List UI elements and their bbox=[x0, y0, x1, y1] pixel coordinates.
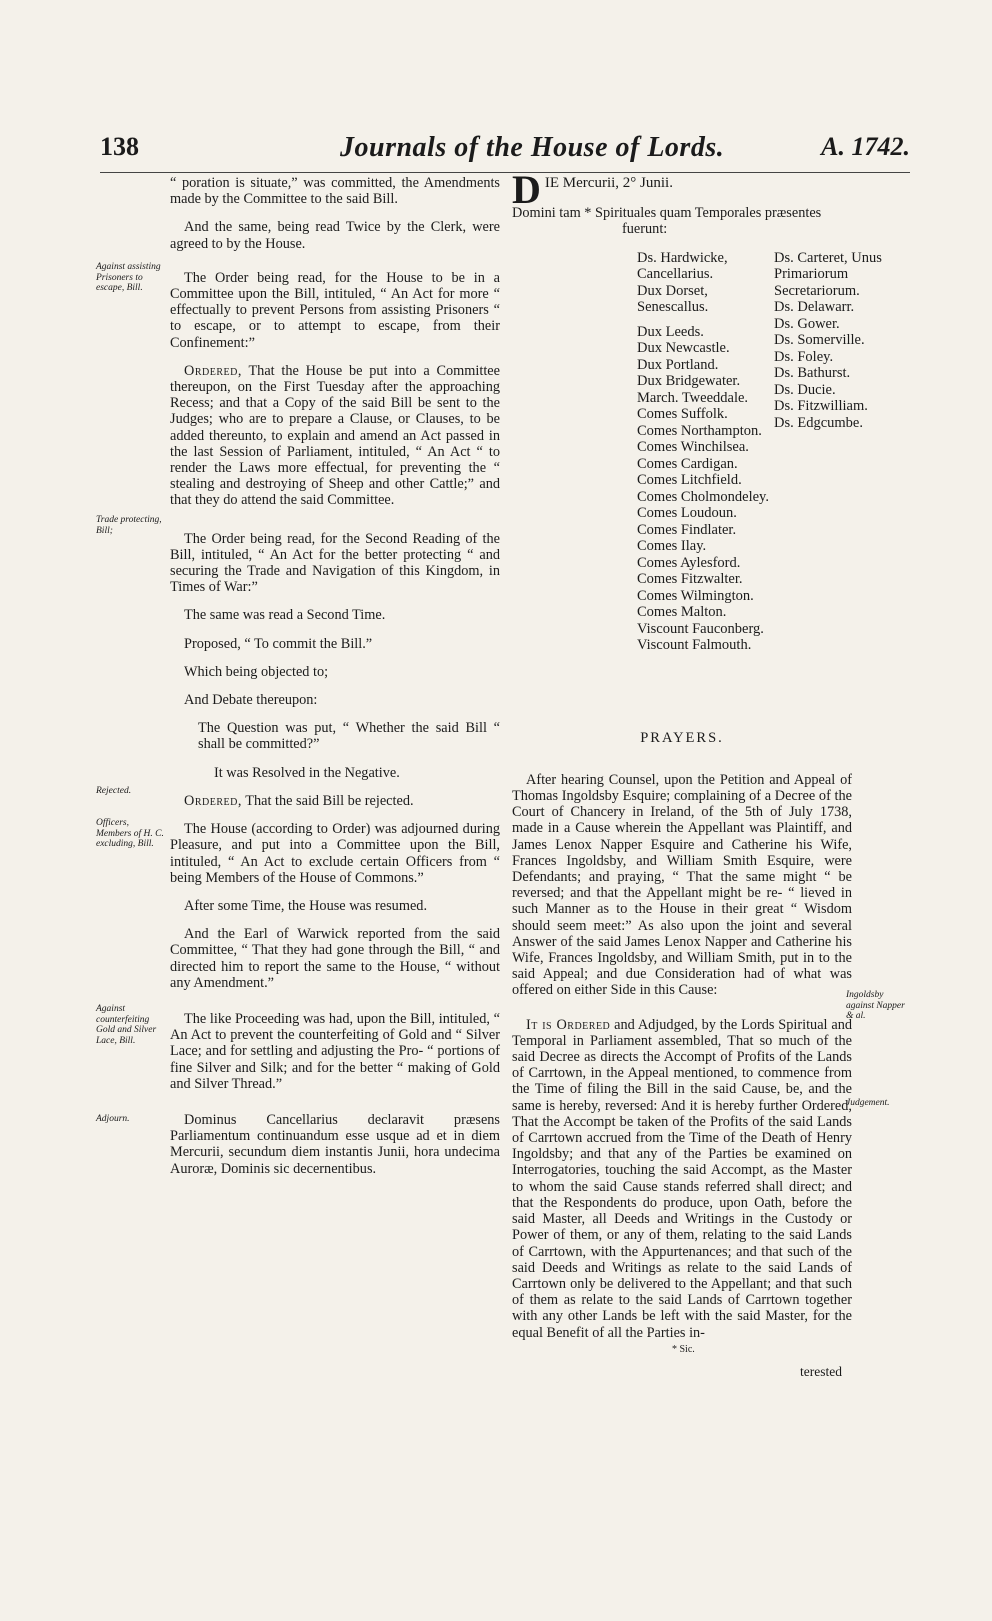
lord-name: Comes Winchilsea. bbox=[637, 439, 749, 456]
date-text: IE Mercurii, 2° Junii. bbox=[544, 175, 673, 191]
lord-name: Ds. Delawarr. bbox=[774, 299, 855, 316]
paragraph: It was Resolved in the Negative. bbox=[214, 764, 400, 781]
paragraph: And the same, being read Twice by the Clerk, were agreed to by the House. bbox=[170, 219, 500, 252]
lord-name: Comes Wilmington. bbox=[637, 587, 754, 604]
journal-title: Journals of the House of Lords. bbox=[340, 132, 725, 163]
paragraph-text: That the House be put into a Committee thereupon, on the First Tuesday after the approaching Recess; and that a Copy of the said Bill be sent to the Judges; who are to prepare a Clause, or Clauses, to be added thereunto, to explain and amend an Act passed in the last Session of Parliament, intituled, “ An Act “ to render the Laws more effectual, for preventing the “ stealing and destroying of Sheep and other Cattle;” and that they do attend the said Committee. bbox=[170, 362, 500, 509]
paragraph: And the Earl of Warwick reported from the said Committee, “ That they had gone through the Bill, “ and directed him to report the same to the House, “ without any Amendment.” bbox=[170, 926, 500, 991]
lord-name: Dux Newcastle. bbox=[637, 340, 730, 357]
header-rule bbox=[100, 172, 910, 173]
margin-note-lace: Against counterfeiting Gold and Silver Lace, Bill. bbox=[96, 1004, 157, 1046]
paragraph: The House (according to Order) was adjourned during Pleasure, and put into a Committee upon the Bill, intituled, “ An Act to exclude certain Officers from “ being Members of the House of Commons.” bbox=[170, 821, 500, 886]
paragraph: After some Time, the House was resumed. bbox=[184, 897, 428, 914]
lord-name: Comes Northampton. bbox=[637, 422, 762, 439]
lord-name: Comes Loudoun. bbox=[637, 505, 737, 522]
lord-name: Ds. Gower. bbox=[774, 315, 840, 332]
margin-note-officers: Officers, Members of H. C. excluding, Bill. bbox=[96, 818, 164, 849]
lord-name: Viscount Fauconberg. bbox=[637, 620, 764, 637]
lord-name: Comes Cardigan. bbox=[637, 455, 738, 472]
lord-name: Comes Litchfield. bbox=[637, 472, 742, 489]
lord-name: Ds. Fitzwilliam. bbox=[774, 398, 868, 415]
lord-name: Ds. Somerville. bbox=[774, 332, 865, 349]
lord-name: Dux Leeds. bbox=[637, 323, 704, 340]
paragraph bbox=[170, 363, 500, 509]
lord-name: Ds. Bathurst. bbox=[774, 365, 851, 382]
lord-name: Comes Findlater. bbox=[637, 521, 737, 538]
margin-note-judgement: Judgement. bbox=[846, 1098, 890, 1108]
paragraph: Which being objected to; bbox=[184, 663, 329, 680]
journal-year: A. 1742. bbox=[821, 132, 910, 161]
lord-name: Ds. Hardwicke, Cancellarius. bbox=[637, 249, 728, 283]
footnote-sic: * Sic. bbox=[672, 1344, 695, 1355]
lord-name: Dux Dorset, Senescallus. bbox=[637, 282, 709, 316]
prayers-heading: PRAYERS. bbox=[640, 729, 724, 746]
paragraph-text: and Adjudged, by the Lords Spiritual and Temporal in Parliament assembled, That so much of the said Decree as directs the Accompt of Profits of the Lands of Carrtown, in the Appeal mentioned, to commence from the Time of filing the Bill in the said Cause, be, and the same is hereby, reversed: And it is hereby further Ordered, That the Accompt be taken of the Profits of the said Lands of Carrtown accrued from the Time of the Death of Henry Ingoldsby; and that any of the Parties be examined on Interrogatories, touching the said Accompt, as the Master to whom the said Cause stands referred shall direct; and that the Respondents do produce, upon Oath, before the said Master, all Deeds and Writings in the Custody or Power of them, or any of them, relating to the said Lands of Carrtown, with the Appurtenances; and that such of the said Deeds and Writings as relate to the said Lands of Carrtown only be delivered to the Appellant; and that such of them as relate to the said Lands of Carrtown together with any other Lands be left with the said Master, for the equal Benefit of all the Parties in- bbox=[512, 1016, 853, 1341]
lord-name: Dux Bridgewater. bbox=[637, 373, 741, 390]
margin-note-prisoners: Against assisting Prisoners to escape, Bill. bbox=[96, 262, 161, 293]
lord-name: Comes Suffolk. bbox=[637, 406, 728, 423]
paragraph bbox=[170, 793, 500, 809]
drop-cap: D bbox=[512, 167, 541, 212]
ordered-lead: Ordered, bbox=[184, 792, 242, 809]
paragraph: After hearing Counsel, upon the Petition and Appeal of Thomas Ingoldsby Esquire; complaining of a Decree of the Court of Chancery in Ireland, of the 5th of July 1738, made in a Cause wherein the Appellant was Plaintiff, and James Lenox Napper Esquire and Catherine his Wife, Frances Ingoldsby, and William Smith Esquire, were Defendants; and praying, “ That the same might “ be reversed; and that the Appellant might be re- “ lieved in such Manner as to the House in their great “ Wisdom should seem meet:” As also upon the joint and several Answer of the said James Lenox Napper and Catherine his Wife, Frances Ingoldsby, and William Smith, put in to the said Appeal; and due Consideration had of what was offered on either Side in this Cause: bbox=[512, 771, 852, 999]
ordered-lead: It is Ordered bbox=[526, 1016, 611, 1033]
catchword: terested bbox=[800, 1364, 842, 1379]
lord-name: Ds. Foley. bbox=[774, 348, 834, 365]
attendance-heading bbox=[512, 205, 852, 237]
ordered-lead: Ordered, bbox=[184, 362, 242, 379]
margin-note-adjourn: Adjourn. bbox=[96, 1114, 130, 1124]
paragraph: “ poration is situate,” was committed, the Amendments made by the Committee to the said Bill. bbox=[170, 175, 500, 208]
left-column bbox=[170, 175, 500, 1189]
list-gap bbox=[637, 316, 777, 324]
paragraph bbox=[512, 1017, 852, 1341]
margin-note-ingoldsby: Ingoldsby against Napper & al. bbox=[846, 990, 905, 1021]
paragraph: Dominus Cancellarius declaravit præsens Parliamentum continuandum esse usque ad et in diem Mercurii, secundum diem instantis Junii, hora undecima Auroræ, Dominis sic decernentibus. bbox=[170, 1111, 500, 1177]
lord-name: Comes Aylesford. bbox=[637, 554, 741, 571]
paragraph: The Order being read, for the Second Reading of the Bill, intituled, “ An Act for the better protecting “ and securing the Trade and Navigation of this Kingdom, in Times of War:” bbox=[170, 530, 500, 596]
lord-name: Ds. Carteret, Unus Primariorum Secretariorum. bbox=[774, 249, 882, 299]
lord-name: Dux Portland. bbox=[637, 356, 719, 373]
margin-note-rejected: Rejected. bbox=[96, 786, 132, 796]
lord-name: Ds. Ducie. bbox=[774, 381, 836, 398]
page-header bbox=[100, 132, 910, 172]
lords-present-list bbox=[512, 249, 882, 720]
paragraph: The like Proceeding was had, upon the Bill, intituled, “ An Act to prevent the counterfeiting of Gold and “ Silver Lace; and for settling and adjusting the Pro- “ portions of fine Silver and Silk; and for the better “ making of Gold and Silver Thread.” bbox=[170, 1010, 500, 1092]
lord-name: Comes Cholmondeley. bbox=[637, 488, 769, 505]
paragraph-text: That the said Bill be rejected. bbox=[245, 792, 414, 809]
paragraph: The Question was put, “ Whether the said Bill “ shall be committed?” bbox=[198, 720, 500, 753]
page-number: 138 bbox=[100, 132, 139, 161]
paragraph: Proposed, “ To commit the Bill.” bbox=[184, 635, 373, 652]
lord-name: Ds. Edgcumbe. bbox=[774, 414, 863, 431]
lord-name: Comes Fitzwalter. bbox=[637, 571, 743, 588]
attendance-line: Domini tam * Spirituales quam Temporales præsentes bbox=[512, 205, 822, 222]
paragraph: The same was read a Second Time. bbox=[184, 607, 386, 624]
attendance-line: fuerunt: bbox=[622, 221, 668, 238]
lord-name: Comes Ilay. bbox=[637, 538, 707, 555]
lord-name: Viscount Falmouth. bbox=[637, 637, 752, 654]
margin-note-trade: Trade protecting, Bill; bbox=[96, 515, 162, 536]
lords-list-left bbox=[637, 250, 777, 654]
session-date bbox=[512, 167, 852, 212]
lord-name: Comes Malton. bbox=[637, 604, 727, 621]
lords-list-right bbox=[774, 250, 904, 432]
paragraph: And Debate thereupon: bbox=[184, 692, 318, 709]
lord-name: March. Tweeddale. bbox=[637, 389, 749, 406]
paragraph: The Order being read, for the House to be in a Committee upon the Bill, intituled, “ An Act for more “ effectually to prevent Persons from assisting Prisoners “ to escape, or to attempt to escape, from their Confinement:” bbox=[170, 269, 500, 351]
